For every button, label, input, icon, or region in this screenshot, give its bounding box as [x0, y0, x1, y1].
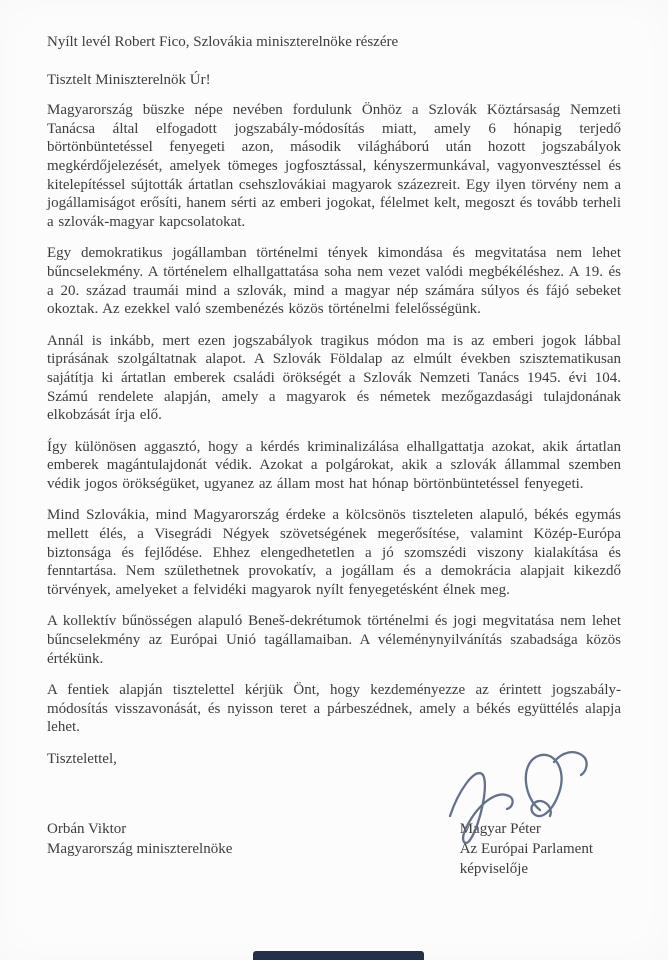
signatory-left: [47, 819, 232, 859]
body-paragraph-6: A kollektív bűnösségen alapuló Beneš-dekrétumok történelmi és jogi megvitatása nem lehet bűncselekmény az Európai Unió tagállamaiban. A véleménynyilvánítás szabadsága közös értékünk.: [47, 613, 621, 667]
body-paragraph-2: Egy demokratikus jogállamban történelmi tények kimondása és megvitatása nem lehet bűncselekmény. A történelem elhallgattatása soha nem vezet valódi megbékéléshez. A 19. és a 20. század traumái mind a szlovák, mind a magyar nép számára súlyos és fájó sebeket okoztak. Az ezekkel való szembenézés közös történelmi felelősségünk.: [47, 245, 621, 318]
body-paragraph-4: Így különösen aggasztó, hogy a kérdés kriminalizálása elhallgattatja azokat, akik ártatlan emberek magántulajdonát védik. Azokat a polgárokat, akik a szlovák állammal szemben védik jogos örökségüket, ugyanez az állam most hat hónap börtönbüntetéssel fenyegeti.: [47, 438, 621, 492]
signatory-left-name: Orbán Viktor: [47, 820, 127, 837]
signature-block: [47, 819, 621, 879]
salutation: Tisztelt Miniszterelnök Úr!: [47, 71, 211, 88]
body-paragraph-7: A fentiek alapján tisztelettel kérjük Önt, hogy kezdeményezze az érintett jogszabály-módosítás visszavonását, és nyisson teret a párbeszédnek, amely a békés együttélés alapja lehet.: [47, 682, 621, 736]
body-paragraph-3: Annál is inkább, mert ezen jogszabályok tragikus módon ma is az emberi jogok lábbal tiprásának szolgáltatnak alapot. A Szlovák Földalap az elmúlt években szisztematikusan sajátítja ki ártatlan emberek családi örökségét a Szlovák Nemzeti Tanács 1945. évi 104. Számú rendelete alapján, amely a magyarok és németek mezőgazdasági tulajdonának elkobzását írja elő.: [47, 332, 621, 424]
closing-valediction: Tisztelettel,: [47, 751, 117, 767]
signatory-left-title: Magyarország miniszterelnöke: [47, 840, 233, 857]
bottom-ui-bar: [253, 951, 424, 960]
signatory-right: [460, 819, 593, 879]
recipient-line: Nyílt levél Robert Fico, Szlovákia miniszterelnöke részére: [47, 34, 399, 50]
signatory-right-title-line1: Az Európai Parlament: [459, 840, 593, 857]
body-paragraph-1: Magyarország büszke népe nevében fordulunk Önhöz a Szlovák Köztársaság Nemzeti Tanácsa által elfogadott jogszabály-módosítás miatt, amely 6 hónapig terjedő börtönbüntetéssel fenyegeti azon, második világháború után hozott jogszabályok megkérdőjelezését, amelyek tömeges jogfosztással, kényszermunkával, vagyonvesztéssel és kitelepítéssel sújtották ártatlan csehszlovákiai magyarok százezreit. Egy ilyen törvény nem a jogállamiságot erősíti, hanem sérti az emberi jogokat, félelmet kelt, megoszt és tovább terheli a szlovák-magyar kapcsolatokat.: [47, 102, 621, 230]
signatory-right-name: Magyar Péter: [459, 820, 541, 837]
signatory-right-title-line2: képviselője: [459, 860, 529, 877]
body-paragraph-5: Mind Szlovákia, mind Magyarország érdeke a kölcsönös tiszteleten alapuló, békés egymás mellett élés, a Visegrádi Négyek szövetségének megerősítése, valamint Közép-Európa biztonsága és fejlődése. Ehhez elengedhetetlen a jó szomszédi viszony kialakítása és fenntartása. Nem születhetnek provokatív, a jogállam és a demokrácia alapjait kikezdő törvények, amelyeket a felvidéki magyarok nyílt fenyegetésként élnek meg.: [47, 507, 621, 598]
